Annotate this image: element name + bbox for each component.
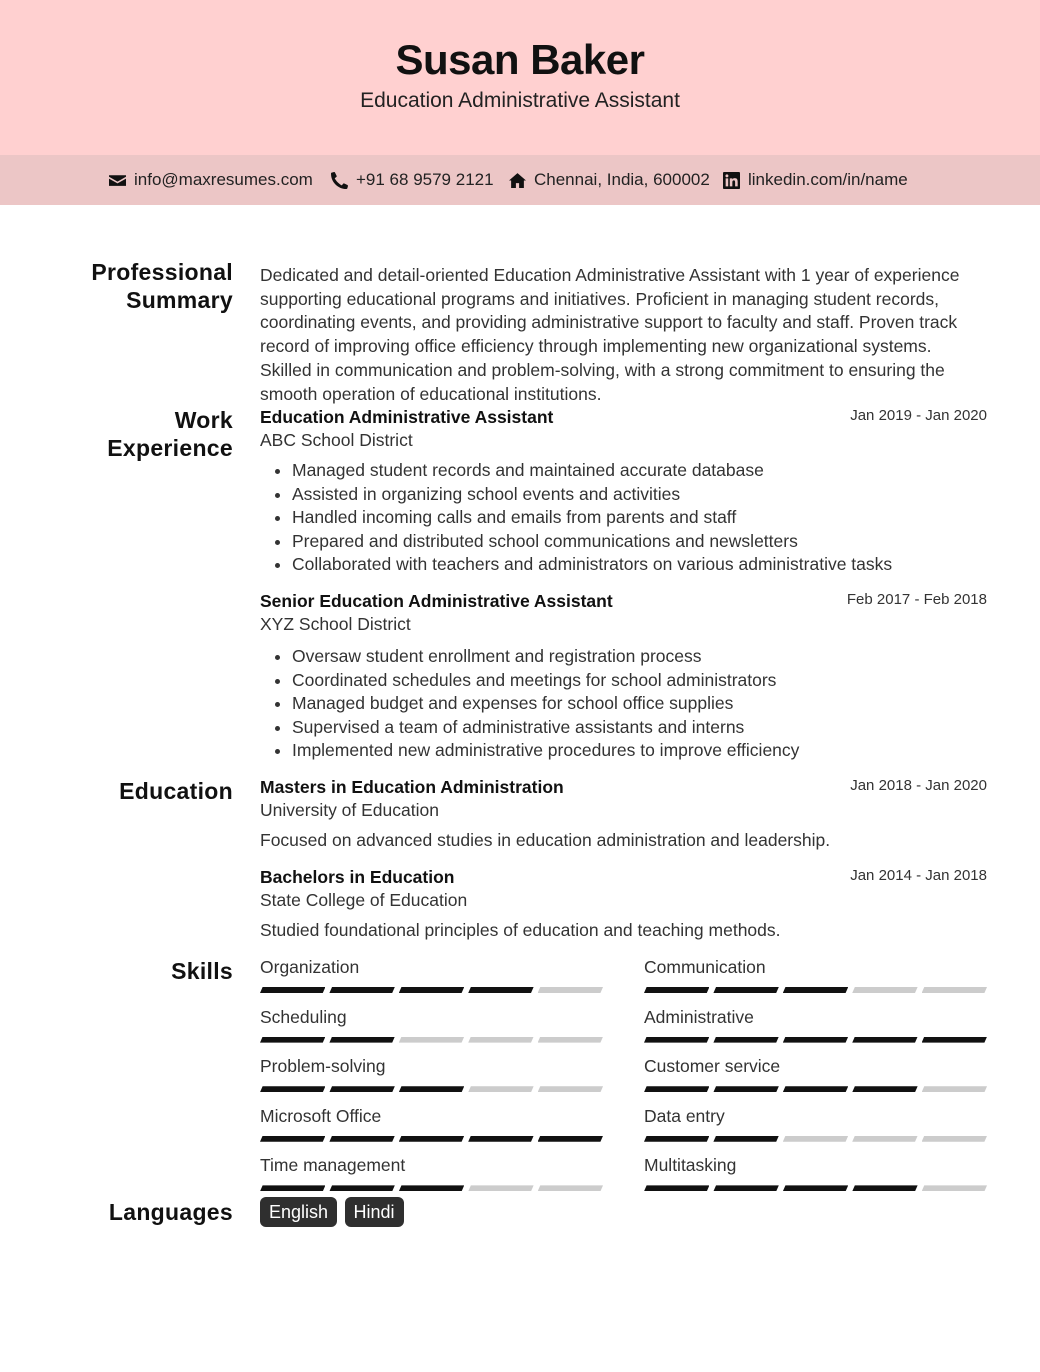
skill-level-segment	[644, 1185, 709, 1191]
list-item: • Prepared and distributed school communications and newsletters	[292, 530, 987, 554]
skill-level-segment	[713, 987, 778, 993]
education-entry	[260, 866, 987, 942]
skill-level-bar	[644, 1136, 987, 1142]
skill-level-segment	[260, 987, 325, 993]
skill-level-segment	[399, 1086, 464, 1092]
skill-level-segment	[713, 1185, 778, 1191]
list-item: • Managed budget and expenses for school office supplies	[292, 692, 987, 716]
skill-level-bar	[644, 987, 987, 993]
skill-level-bar	[644, 1086, 987, 1092]
work-entry	[260, 590, 987, 763]
linkedin-text: linkedin.com/in/name	[748, 170, 908, 189]
skill-level-bar	[260, 1136, 603, 1142]
skill-level-segment	[644, 1086, 709, 1092]
education-desc: Focused on advanced studies in education administration and leadership.	[260, 830, 831, 850]
list-item: • Handled incoming calls and emails from parents and staff	[292, 506, 987, 530]
skill-level-segment	[329, 987, 394, 993]
skill-item	[260, 1105, 603, 1127]
skill-item	[260, 1154, 603, 1176]
section-label-education: Education	[119, 778, 233, 804]
languages-list	[260, 1197, 987, 1227]
skill-level-segment	[399, 1136, 464, 1142]
skill-item	[644, 1006, 987, 1028]
resume-header	[0, 0, 1040, 155]
job-bullets	[260, 645, 987, 763]
skill-level-segment	[922, 1185, 987, 1191]
job-title: Education Administrative Assistant	[260, 407, 554, 427]
list-item: • Oversaw student enrollment and registration process	[292, 645, 987, 669]
job-org: ABC School District	[260, 430, 413, 450]
skill-level-segment	[852, 1037, 917, 1043]
skill-level-segment	[783, 1086, 848, 1092]
skill-level-segment	[783, 1037, 848, 1043]
skill-level-segment	[922, 1037, 987, 1043]
work-entry	[260, 406, 987, 577]
degree-title: Bachelors in Education	[260, 867, 455, 887]
envelope-icon	[109, 172, 126, 189]
skill-level-segment	[468, 1136, 533, 1142]
skill-level-segment	[260, 1136, 325, 1142]
section-label-summary	[40, 258, 233, 314]
list-item: • Assisted in organizing school events and activities	[292, 483, 987, 507]
skill-level-bar	[260, 987, 603, 993]
skill-name: Scheduling	[260, 1006, 347, 1027]
skill-level-segment	[538, 1037, 603, 1043]
work-label-line2: Experience	[107, 435, 233, 461]
degree-title: Masters in Education Administration	[260, 777, 564, 797]
linkedin-icon	[723, 172, 740, 189]
skill-level-segment	[468, 987, 533, 993]
skill-level-segment	[329, 1037, 394, 1043]
skill-level-segment	[644, 1037, 709, 1043]
list-item: • Coordinated schedules and meetings for school administrators	[292, 669, 987, 693]
section-label-work	[40, 406, 233, 462]
skill-name: Administrative	[644, 1006, 754, 1027]
contact-phone[interactable]	[331, 169, 494, 191]
skill-level-bar	[644, 1037, 987, 1043]
skill-level-segment	[783, 1185, 848, 1191]
summary-text: Dedicated and detail-oriented Education Administrative Assistant with 1 year of experience supporting educational programs and initiatives. Proficient in managing student records, coordinating events, and providing administrative support to faculty and staff. Proven track record of improving office efficiency through implementing new organizational systems. Skilled in communication and problem-solving, with a strong commitment to ensuring the smooth operation of educational institutions.	[260, 265, 960, 404]
skill-level-bar	[644, 1185, 987, 1191]
list-item: • Implemented new administrative procedures to improve efficiency	[292, 739, 987, 763]
skill-level-bar	[260, 1185, 603, 1191]
education-date: Jan 2014 - Jan 2018	[850, 867, 987, 884]
skill-name: Problem-solving	[260, 1056, 386, 1077]
skill-level-segment	[852, 1086, 917, 1092]
contact-email[interactable]	[109, 169, 313, 191]
skill-level-segment	[783, 1136, 848, 1142]
job-bullets	[260, 459, 987, 577]
skill-name: Time management	[260, 1155, 406, 1176]
skill-level-segment	[399, 1037, 464, 1043]
skill-item	[260, 956, 603, 978]
location-text: Chennai, India, 600002	[534, 170, 710, 189]
list-item: • Collaborated with teachers and administrators on various administrative tasks	[292, 553, 987, 577]
contact-linkedin[interactable]	[723, 169, 908, 191]
skill-level-segment	[260, 1037, 325, 1043]
skill-level-bar	[260, 1037, 603, 1043]
section-label-languages: Languages	[108, 1199, 233, 1225]
summary-label-line2: Summary	[126, 287, 233, 313]
skill-level-segment	[329, 1185, 394, 1191]
school-name: State College of Education	[260, 890, 468, 910]
skill-level-segment	[644, 987, 709, 993]
skill-level-segment	[713, 1037, 778, 1043]
skill-level-segment	[538, 1185, 603, 1191]
skill-level-segment	[713, 1086, 778, 1092]
phone-text: +91 68 9579 2121	[356, 170, 494, 189]
skill-level-segment	[852, 1185, 917, 1191]
skill-level-segment	[468, 1037, 533, 1043]
contact-bar	[0, 155, 1040, 205]
education-date: Jan 2018 - Jan 2020	[850, 777, 987, 794]
skill-level-segment	[329, 1136, 394, 1142]
skill-level-segment	[538, 1086, 603, 1092]
skill-level-segment	[468, 1086, 533, 1092]
list-item: • Managed student records and maintained accurate database	[292, 459, 987, 483]
work-label-line1: Work	[174, 407, 233, 433]
skill-level-bar	[260, 1086, 603, 1092]
language-pill: Hindi	[345, 1197, 404, 1227]
skill-level-segment	[399, 987, 464, 993]
education-desc: Studied foundational principles of education and teaching methods.	[260, 920, 781, 940]
home-icon	[509, 172, 526, 189]
skill-level-segment	[538, 1136, 603, 1142]
skill-level-segment	[644, 1136, 709, 1142]
section-label-skills: Skills	[171, 958, 233, 984]
skill-name: Multitasking	[644, 1155, 737, 1176]
skill-level-segment	[260, 1086, 325, 1092]
candidate-title: Education Administrative Assistant	[360, 89, 680, 112]
skill-name: Data entry	[644, 1105, 725, 1126]
skill-level-segment	[260, 1185, 325, 1191]
job-date: Jan 2019 - Jan 2020	[850, 407, 987, 424]
skill-level-segment	[852, 987, 917, 993]
summary-label-line1: Professional	[91, 259, 233, 285]
skill-level-segment	[922, 987, 987, 993]
school-name: University of Education	[260, 800, 439, 820]
phone-icon	[331, 172, 348, 189]
skill-level-segment	[329, 1086, 394, 1092]
skill-name: Customer service	[644, 1056, 781, 1077]
skill-item	[644, 956, 987, 978]
skill-item	[644, 1105, 987, 1127]
skill-item	[644, 1055, 987, 1077]
skill-name: Microsoft Office	[260, 1105, 382, 1126]
skill-item	[644, 1154, 987, 1176]
email-text: info@maxresumes.com	[134, 170, 313, 189]
education-entry	[260, 776, 987, 852]
skill-level-segment	[783, 987, 848, 993]
skill-level-segment	[538, 987, 603, 993]
job-date: Feb 2017 - Feb 2018	[846, 591, 987, 608]
skill-item	[260, 1055, 603, 1077]
skill-level-segment	[468, 1185, 533, 1191]
skill-level-segment	[399, 1185, 464, 1191]
skill-level-segment	[713, 1136, 778, 1142]
skill-level-segment	[922, 1136, 987, 1142]
job-org: XYZ School District	[260, 614, 411, 634]
contact-location	[509, 169, 710, 191]
list-item: • Supervised a team of administrative assistants and interns	[292, 716, 987, 740]
skill-level-segment	[852, 1136, 917, 1142]
skill-item	[260, 1006, 603, 1028]
job-title: Senior Education Administrative Assistant	[260, 591, 613, 611]
skill-name: Organization	[260, 957, 360, 977]
skill-name: Communication	[644, 957, 766, 977]
language-pill: English	[260, 1197, 337, 1227]
skill-level-segment	[922, 1086, 987, 1092]
candidate-name: Susan Baker	[395, 36, 645, 83]
